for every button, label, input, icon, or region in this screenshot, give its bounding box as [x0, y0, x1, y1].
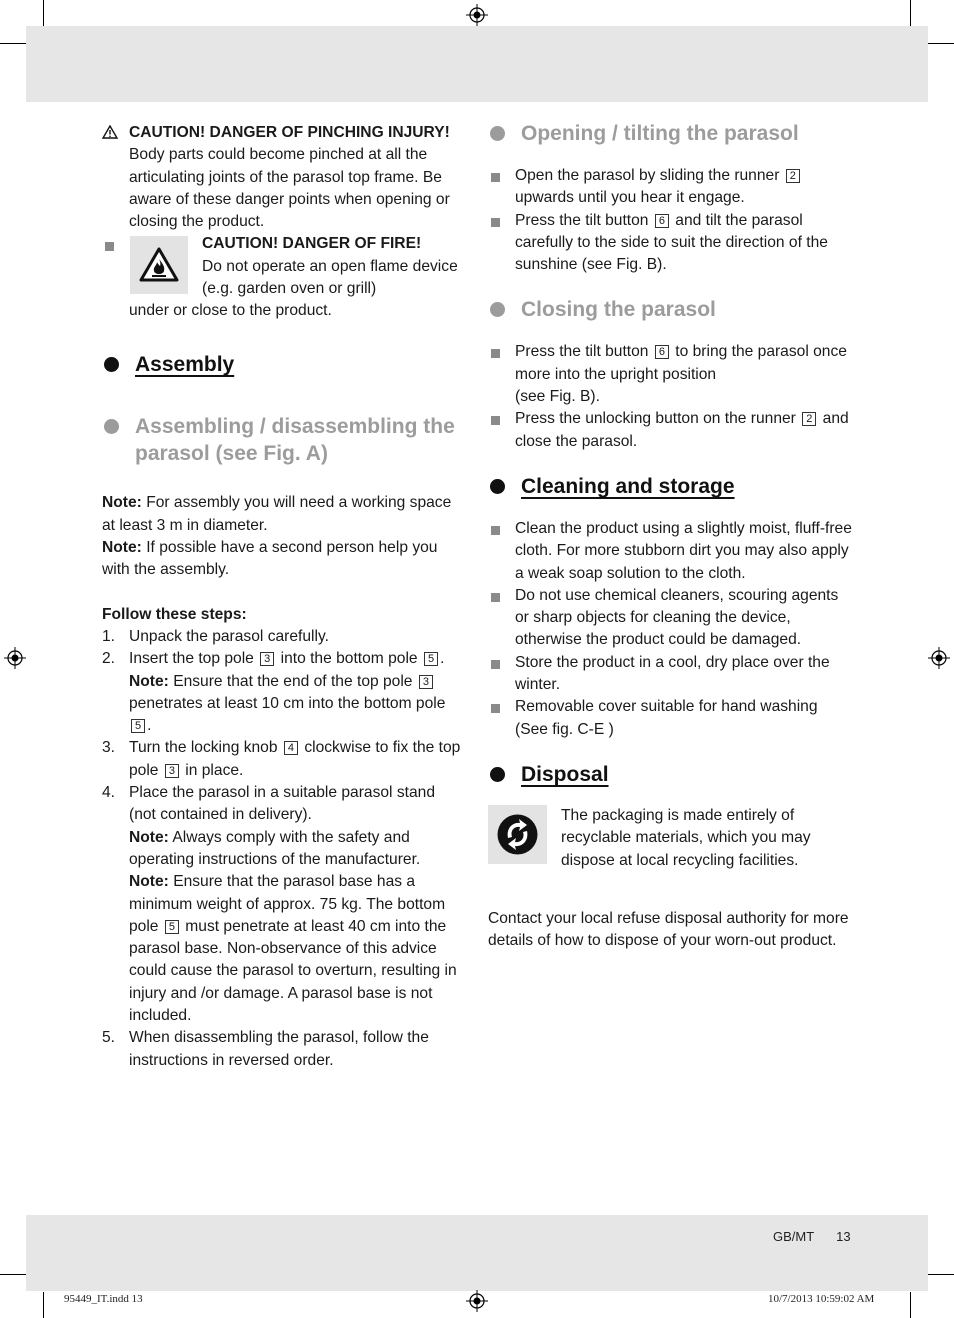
left-column	[102, 122, 464, 1072]
registration-mark-icon	[466, 4, 488, 26]
step-1	[102, 626, 464, 648]
page-footer	[773, 1229, 851, 1244]
disposal-heading	[488, 761, 854, 788]
heading-bullet-icon	[490, 479, 505, 494]
list-item	[488, 165, 854, 210]
item-text: Clean the product using a slightly moist, fluff-free cloth. For more stubborn dirt you may also apply a weak soap solution to the cloth.	[515, 519, 852, 582]
disposal-packaging-text: The packaging is made entirely of recyclable materials, which you may dispose at local recycling facilities.	[561, 806, 811, 869]
step-text: Always comply with the safety and operating instructions of the manufacturer.	[129, 828, 421, 868]
disposal-contact-text: Contact your local refuse disposal authority for more details of how to dispose of your worn-out product.	[488, 909, 849, 950]
registration-mark-icon	[4, 647, 26, 669]
step-number: 5.	[102, 1029, 116, 1047]
item-text: Store the product in a cool, dry place over the winter.	[515, 653, 830, 694]
fire-warning-text: Do not operate an open flame device (e.g. garden oven or grill)	[202, 257, 458, 298]
item-text: Press the tilt button	[515, 211, 653, 229]
bullet-square-icon	[491, 173, 500, 182]
list-item	[488, 585, 854, 652]
assembling-heading	[102, 413, 464, 467]
step-text: .	[440, 650, 445, 668]
crop-mark	[910, 0, 911, 26]
part-number-box: 6	[655, 214, 669, 228]
note-second-person	[102, 537, 464, 582]
item-text: and close the parasol.	[515, 410, 849, 450]
step-text: When disassembling the parasol, follow the instructions in reversed order.	[129, 1029, 429, 1069]
item-text: Removable cover suitable for hand washing (See fig. C-E )	[515, 698, 818, 738]
header-band	[26, 26, 928, 102]
part-number-box: 3	[165, 764, 179, 778]
step-text: Unpack the parasol carefully.	[129, 627, 329, 645]
steps-heading: Follow these steps:	[102, 605, 247, 623]
step-text: into the bottom pole	[276, 650, 422, 668]
step-text: penetrates at least 10 cm into the bottom pole	[129, 694, 446, 712]
step-text: Ensure that the parasol base has a minimum weight of approx. 75 kg. The bottom pole	[129, 873, 446, 935]
step-4	[102, 782, 464, 1027]
part-number-box: 3	[260, 652, 274, 666]
heading-bullet-icon	[104, 357, 119, 372]
list-item	[488, 696, 854, 741]
bullet-square-icon	[491, 660, 500, 669]
step-text: clockwise to fix the top pole	[129, 739, 461, 779]
note-label: Note:	[129, 873, 169, 891]
step-number: 3.	[102, 739, 116, 757]
closing-heading	[488, 296, 854, 323]
list-item	[488, 210, 854, 277]
right-column	[488, 120, 854, 953]
fire-warning-title: CAUTION! DANGER OF FIRE!	[202, 235, 422, 253]
closing-heading-text: Closing the parasol	[521, 298, 716, 322]
crop-mark	[43, 0, 44, 26]
note-label: Note:	[129, 672, 169, 690]
fire-hazard-icon	[130, 236, 188, 294]
part-number-box: 2	[802, 412, 816, 426]
recycling-symbol-icon	[488, 805, 547, 864]
crop-mark	[910, 1292, 911, 1318]
step-number: 2.	[102, 650, 116, 668]
note-label: Note:	[102, 539, 142, 557]
pinch-warning-text: Body parts could become pinched at all the articulating joints of the parasol top frame. Be aware of these danger points when opening or closing the product.	[129, 146, 450, 231]
note-label: Note:	[129, 828, 169, 846]
crop-mark	[0, 1274, 26, 1275]
step-text: Turn the locking knob	[129, 739, 282, 757]
step-text: in place.	[180, 761, 244, 779]
heading-bullet-icon	[104, 419, 119, 434]
bullet-square-icon	[105, 242, 114, 251]
step-3	[102, 737, 464, 782]
fire-warning	[102, 233, 464, 323]
opening-heading-text: Opening / tilting the parasol	[521, 122, 799, 145]
list-item	[488, 408, 854, 453]
part-number-box: 2	[786, 169, 800, 183]
step-text: Place the parasol in a suitable parasol stand (not contained in delivery).	[129, 784, 436, 824]
assembling-heading-text: Assembling / disassembling the parasol (see Fig. A)	[135, 415, 455, 466]
step-text: Insert the top pole	[129, 650, 259, 668]
slug-timestamp: 10/7/2013 10:59:02 AM	[768, 1293, 875, 1305]
registration-mark-icon	[466, 1290, 488, 1312]
assembly-heading-text: Assembly	[135, 353, 235, 377]
step-5	[102, 1027, 464, 1072]
item-text: Press the tilt button	[515, 343, 653, 361]
pinch-warning	[102, 122, 464, 233]
crop-mark	[0, 43, 26, 44]
part-number-box: 5	[131, 719, 145, 733]
list-item	[488, 652, 854, 697]
fire-warning-text-cont: under or close to the product.	[129, 302, 332, 320]
item-text: Do not use chemical cleaners, scouring agents or sharp objects for cleaning the device, otherwise the product could be damaged.	[515, 586, 839, 649]
step-number: 1.	[102, 627, 116, 645]
note-label: Note:	[102, 494, 142, 512]
heading-bullet-icon	[490, 767, 505, 782]
part-number-box: 5	[165, 920, 179, 934]
warning-triangle-icon	[102, 125, 118, 139]
bullet-square-icon	[491, 526, 500, 535]
item-text: Open the parasol by sliding the runner	[515, 167, 784, 184]
list-item	[488, 341, 854, 408]
cleaning-heading-text: Cleaning and storage	[521, 474, 735, 498]
disposal-heading-text: Disposal	[521, 762, 609, 786]
registration-mark-icon	[928, 647, 950, 669]
crop-mark	[43, 1292, 44, 1318]
bullet-square-icon	[491, 416, 500, 425]
footer-locale: GB/MT	[773, 1229, 815, 1244]
note-text: If possible have a second person help you with the assembly.	[102, 539, 438, 579]
item-text: Press the unlocking button on the runner	[515, 410, 801, 428]
opening-heading	[488, 120, 854, 147]
note-working-space	[102, 492, 464, 537]
part-number-box: 3	[419, 675, 433, 689]
step-text: .	[147, 717, 152, 735]
note-text: For assembly you will need a working space at least 3 m in diameter.	[102, 494, 452, 534]
crop-mark	[928, 1274, 954, 1275]
item-text: to bring the parasol once more into the upright position	[515, 343, 847, 383]
heading-bullet-icon	[490, 126, 505, 141]
step-2	[102, 648, 464, 737]
page-number: 13	[836, 1229, 851, 1244]
step-text: must penetrate at least 40 cm into the parasol base. Non-observance of this advice could cause the parasol to overturn, resulting in injury and /or damage. A parasol base is not included.	[129, 917, 457, 1025]
step-text: Ensure that the end of the top pole	[168, 672, 417, 690]
list-item	[488, 518, 854, 585]
item-text: and tilt the parasol carefully to the side to suit the direction of the sunshine (see Fig. B).	[515, 211, 828, 274]
heading-bullet-icon	[490, 302, 505, 317]
assembly-heading	[102, 351, 464, 378]
step-number: 4.	[102, 784, 116, 802]
item-text: upwards until you hear it engage.	[515, 189, 745, 207]
part-number-box: 6	[655, 345, 669, 359]
pinch-warning-title: CAUTION! DANGER OF PINCHING INJURY!	[129, 124, 450, 141]
part-number-box: 5	[424, 652, 438, 666]
recycling-block	[488, 805, 854, 885]
bullet-square-icon	[491, 349, 500, 358]
part-number-box: 4	[284, 741, 298, 755]
cleaning-heading	[488, 473, 854, 500]
item-text: (see Fig. B).	[515, 388, 600, 406]
slug-filename: 95449_IT.indd 13	[64, 1293, 143, 1305]
bullet-square-icon	[491, 593, 500, 602]
bullet-square-icon	[491, 704, 500, 713]
bullet-square-icon	[491, 218, 500, 227]
footer-band	[26, 1215, 928, 1291]
crop-mark	[928, 43, 954, 44]
